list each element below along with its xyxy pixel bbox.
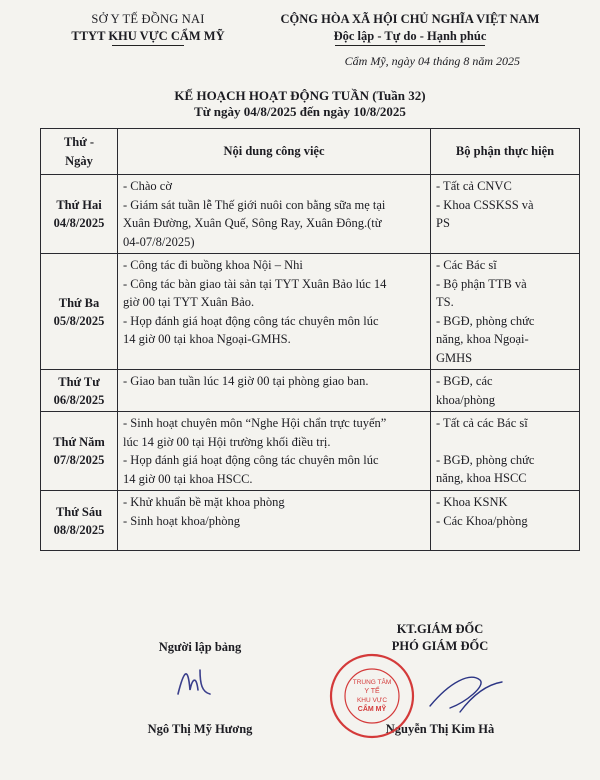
content-cell <box>118 254 431 370</box>
header-content: Nội dung công việc <box>118 129 431 175</box>
dept-line: khoa/phòng <box>436 392 496 407</box>
stamp-text-2: Y TẾ <box>364 688 380 695</box>
dept-line: - Các Khoa/phòng <box>436 513 528 528</box>
date-label: 07/8/2025 <box>53 453 105 467</box>
content-cell <box>118 370 431 412</box>
content-line <box>123 391 425 409</box>
table-row <box>41 254 580 370</box>
approver-name: Nguyễn Thị Kim Hà <box>385 722 495 736</box>
table-row <box>41 370 580 412</box>
org-line-1: SỞ Y TẾ ĐỒNG NAI <box>91 12 205 26</box>
weekly-schedule-table <box>40 128 580 551</box>
preparer-signature-block <box>120 640 280 736</box>
dept-line: - Khoa KSNK <box>436 495 508 509</box>
dept-line: PS <box>436 216 450 230</box>
date-label: 05/8/2025 <box>53 313 105 328</box>
dept-line <box>436 433 574 451</box>
dept-line: GMHS <box>436 350 473 365</box>
content-line <box>123 530 425 548</box>
nation-line-2: Độc lập - Tự do - Hạnh phúc <box>333 29 487 43</box>
table-row <box>41 412 580 491</box>
content-cell <box>118 491 431 551</box>
date-label: 06/8/2025 <box>53 392 105 407</box>
date-label: 04/8/2025 <box>53 216 105 230</box>
content-line: 14 giờ 00 tại khoa HSCC. <box>123 471 253 486</box>
approver-role: PHÓ GIÁM ĐỐC <box>391 639 489 653</box>
org-underline <box>112 45 184 46</box>
weekday-label: Thứ Tư <box>58 374 100 389</box>
dept-cell <box>431 370 580 412</box>
content-line: - Sinh hoạt chuyên môn “Nghe Hội chẩn trực tuyến” <box>123 416 387 430</box>
issuing-organization <box>48 12 248 46</box>
dept-cell <box>431 254 580 370</box>
table-header-row <box>41 129 580 175</box>
motto-underline <box>335 45 485 46</box>
content-line: - Công tác đi buồng khoa Nội – Nhi <box>123 258 303 272</box>
stamp-text-4: CẨM MỸ <box>357 706 387 713</box>
schedule-body <box>41 175 580 551</box>
dept-line: - Tất cả CNVC <box>436 179 512 193</box>
stamp-text-3: KHU VỰC <box>356 697 388 704</box>
document-date: Cẩm Mỹ, ngày 04 tháng 8 năm 2025 <box>344 54 520 68</box>
dept-line: - BGĐ, các <box>436 374 493 388</box>
org-line-2: TTYT KHU VỰC CẨM MỸ <box>71 29 225 43</box>
content-line <box>123 349 425 367</box>
content-cell <box>118 175 431 254</box>
day-cell <box>41 254 118 370</box>
dept-line: năng, khoa HSCC <box>436 471 527 485</box>
dept-line: - Các Bác sĩ <box>436 258 497 272</box>
day-cell <box>41 412 118 491</box>
content-line: - Công tác bàn giao tài sản tại TYT Xuân Bảo lúc 14 <box>123 276 387 291</box>
day-cell <box>41 370 118 412</box>
dept-line: năng, khoa Ngoại- <box>436 332 529 346</box>
content-line: lúc 14 giờ 00 tại Hội trường khối điều trị. <box>123 434 331 449</box>
weekday-label: Thứ Sáu <box>55 504 103 519</box>
dept-line: - BGĐ, phòng chức <box>436 452 535 467</box>
content-line: giờ 00 tại TYT Xuân Bảo. <box>123 295 255 309</box>
nation-line-1: CỘNG HÒA XÃ HỘI CHỦ NGHĨA VIỆT NAM <box>280 12 540 26</box>
weekday-label: Thứ Ba <box>58 295 100 310</box>
dept-cell <box>431 491 580 551</box>
content-line: - Khử khuẩn bề mặt khoa phòng <box>123 495 285 509</box>
day-cell <box>41 491 118 551</box>
content-line: - Sinh hoạt khoa/phòng <box>123 513 241 528</box>
dept-line: - BGĐ, phòng chức <box>436 313 535 328</box>
document-title: KẾ HOẠCH HOẠT ĐỘNG TUẦN (Tuần 32) <box>174 88 426 103</box>
header-day-line-1: Thứ - <box>63 135 95 149</box>
approver-kt: KT.GIÁM ĐỐC <box>396 622 484 636</box>
day-cell <box>41 175 118 254</box>
content-cell <box>118 412 431 491</box>
preparer-signature-scribble <box>170 660 230 704</box>
content-line: - Giám sát tuần lễ Thế giới nuôi con bằng sữa mẹ tại <box>123 197 386 212</box>
dept-line: TS. <box>436 295 454 309</box>
header-dept: Bộ phận thực hiện <box>431 129 580 175</box>
header-day <box>41 129 118 175</box>
stamp-text-1: TRUNG TÂM <box>352 679 392 686</box>
date-label: 08/8/2025 <box>53 522 105 537</box>
dept-line <box>436 233 574 251</box>
weekday-label: Thứ Hai <box>56 198 102 212</box>
dept-cell <box>431 412 580 491</box>
weekday-label: Thứ Năm <box>53 435 105 449</box>
table-row <box>41 175 580 254</box>
content-line: - Chào cờ <box>123 179 172 193</box>
dept-line <box>436 530 574 548</box>
content-line: Xuân Đường, Xuân Quế, Sông Ray, Xuân Đông.(từ <box>123 216 382 230</box>
national-motto <box>250 12 570 69</box>
dept-line: - Khoa CSSKSS và <box>436 197 534 212</box>
content-line: - Giao ban tuần lúc 14 giờ 00 tại phòng giao ban. <box>123 374 369 388</box>
official-stamp <box>328 652 416 740</box>
preparer-role: Người lập bảng <box>158 640 242 654</box>
approver-signature-scribble <box>420 662 510 722</box>
dept-cell <box>431 175 580 254</box>
content-line: 14 giờ 00 tại khoa Ngoại-GMHS. <box>123 332 291 346</box>
header-day-line-2: Ngày <box>65 153 93 168</box>
table-row <box>41 491 580 551</box>
content-line: 04-07/8/2025) <box>123 234 195 249</box>
preparer-name: Ngô Thị Mỹ Hương <box>147 722 253 736</box>
content-line: - Họp đánh giá hoạt động công tác chuyên môn lúc <box>123 453 379 467</box>
document-subtitle: Từ ngày 04/8/2025 đến ngày 10/8/2025 <box>194 104 406 119</box>
dept-line: - Bộ phận TTB và <box>436 276 527 291</box>
content-line: - Họp đánh giá hoạt động công tác chuyên môn lúc <box>123 313 379 328</box>
dept-line: - Tất cả các Bác sĩ <box>436 416 528 430</box>
